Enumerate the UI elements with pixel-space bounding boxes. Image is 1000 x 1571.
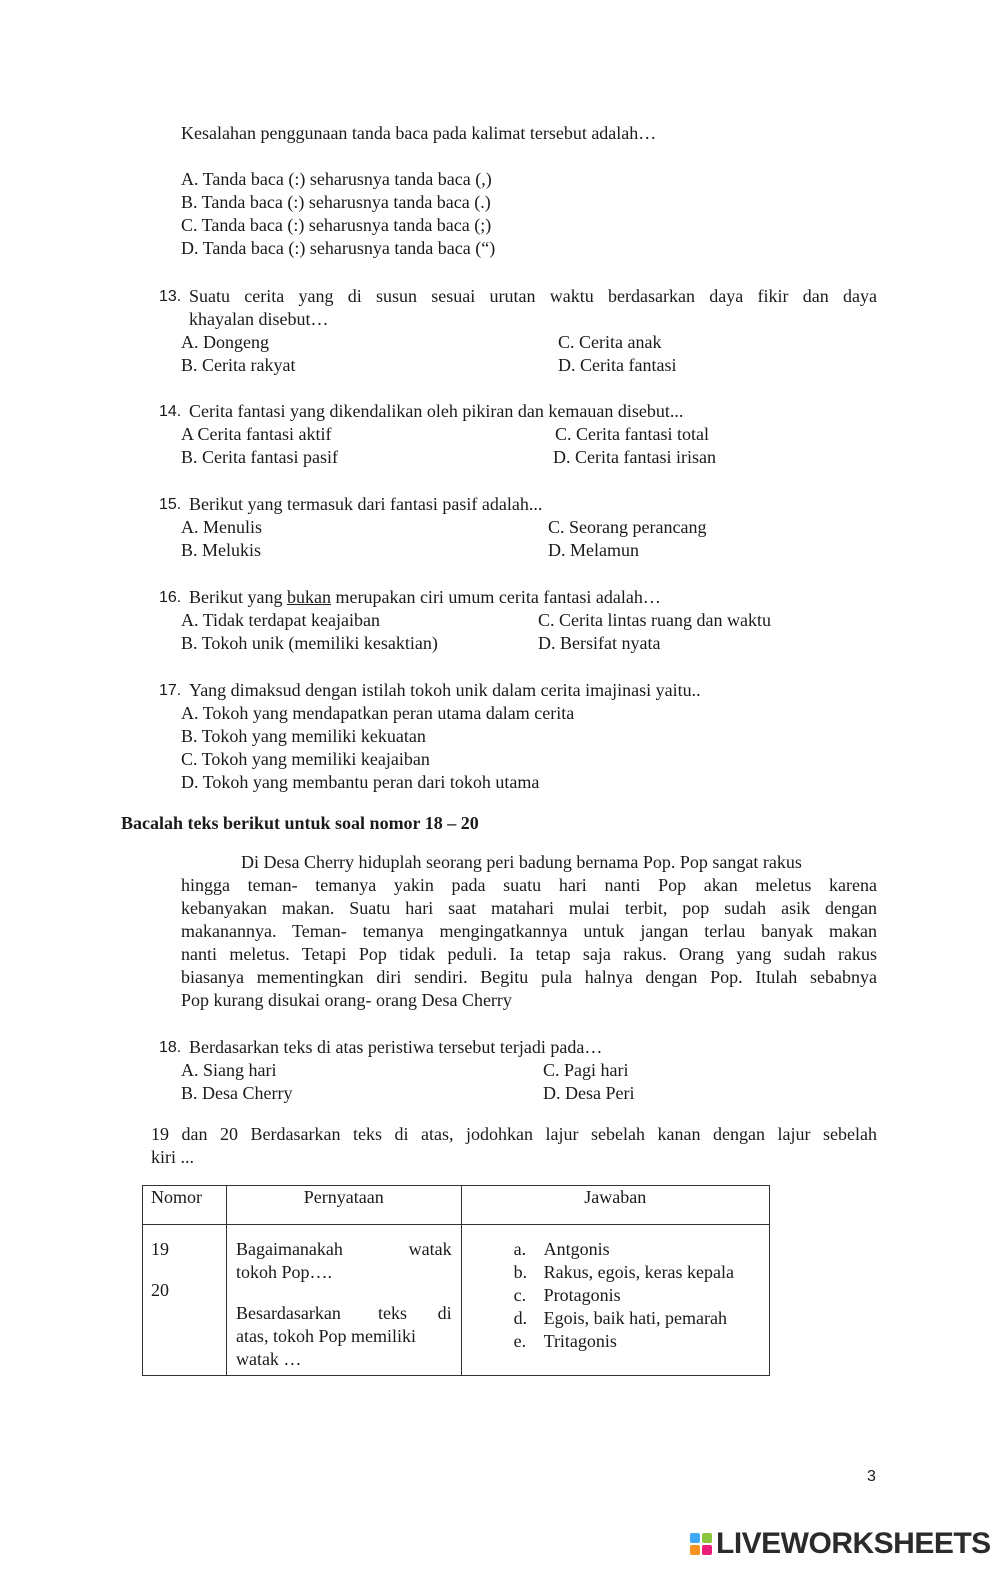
option-18-c[interactable]: C. Pagi hari xyxy=(543,1060,629,1080)
question-16-underlined-word: bukan xyxy=(286,587,331,607)
row-number-20: 20 xyxy=(151,1280,169,1300)
logo-square-orange xyxy=(690,1545,700,1555)
option-13-c[interactable]: C. Cerita anak xyxy=(558,332,662,352)
question-number-18: 18. xyxy=(159,1039,182,1056)
option-15-d[interactable]: D. Melamun xyxy=(548,540,639,560)
option-14-b[interactable]: B. Cerita fantasi pasif xyxy=(181,447,338,467)
answer-b-letter: b. xyxy=(513,1262,528,1282)
question-16-text-pre: Berikut yang xyxy=(189,587,287,607)
question-number-16: 16. xyxy=(159,589,182,606)
statement-20-word-3: di xyxy=(437,1303,452,1323)
passage-line-1: Di Desa Cherry hiduplah seorang peri badung bernama Pop. Pop sangat rakus xyxy=(241,852,802,872)
question-19-20-instruction-line-1: 19 dan 20 Berdasarkan teks di atas, jodohkan lajur sebelah kanan dengan lajur sebelah xyxy=(151,1124,877,1144)
section-heading: Bacalah teks berikut untuk soal nomor 18 – 20 xyxy=(121,813,479,833)
question-number-15: 15. xyxy=(159,496,182,513)
passage-line-5: nanti meletus. Tetapi Pop tidak peduli. Ia tetap saja rakus. Orang yang sudah rakus xyxy=(181,944,877,964)
statement-19-word-1: Bagaimanakah xyxy=(235,1239,343,1259)
answer-b[interactable]: Rakus, egois, keras kepala xyxy=(543,1262,735,1282)
option-13-a[interactable]: A. Dongeng xyxy=(181,332,269,352)
option-15-b[interactable]: B. Melukis xyxy=(181,540,262,560)
option-17-b[interactable]: B. Tokoh yang memiliki kekuatan xyxy=(181,726,426,746)
answer-a[interactable]: Antgonis xyxy=(543,1239,610,1259)
option-18-b[interactable]: B. Desa Cherry xyxy=(181,1083,293,1103)
table-row xyxy=(143,1225,770,1376)
answer-c[interactable]: Protagonis xyxy=(543,1285,621,1305)
logo-square-green xyxy=(702,1533,712,1543)
answer-a-letter: a. xyxy=(513,1239,527,1259)
question-19-20-instruction-line-2: kiri ... xyxy=(151,1147,194,1167)
page-number: 3 xyxy=(867,1468,876,1485)
row-number-19: 19 xyxy=(151,1239,169,1259)
option-12-c[interactable]: C. Tanda baca (:) seharusnya tanda baca (;) xyxy=(181,215,492,235)
answer-e[interactable]: Tritagonis xyxy=(543,1331,617,1351)
column-header-pernyataan: Pernyataan xyxy=(226,1186,461,1225)
option-16-d[interactable]: D. Bersifat nyata xyxy=(538,633,661,653)
liveworksheets-logo[interactable] xyxy=(690,1524,991,1564)
answer-d[interactable]: Egois, baik hati, pemarah xyxy=(543,1308,728,1328)
option-15-c[interactable]: C. Seorang perancang xyxy=(548,517,707,537)
option-17-c[interactable]: C. Tokoh yang memiliki keajaiban xyxy=(181,749,430,769)
option-17-a[interactable]: A. Tokoh yang mendapatkan peran utama dalam cerita xyxy=(181,703,575,723)
table-header-row xyxy=(143,1186,770,1225)
question-13-line-1: Suatu cerita yang di susun sesuai urutan waktu berdasarkan daya fikir dan daya xyxy=(189,286,877,306)
numbers-cell xyxy=(143,1225,227,1376)
answers-cell xyxy=(461,1225,769,1376)
liveworksheets-logo-icon xyxy=(690,1533,712,1555)
question-number-17: 17. xyxy=(159,682,182,699)
question-18-text: Berdasarkan teks di atas peristiwa tersebut terjadi pada… xyxy=(189,1037,603,1057)
matching-table xyxy=(142,1185,770,1376)
option-14-c[interactable]: C. Cerita fantasi total xyxy=(555,424,709,444)
option-16-c[interactable]: C. Cerita lintas ruang dan waktu xyxy=(538,610,771,630)
statement-20-word-2: teks xyxy=(377,1303,407,1323)
passage-line-4: makanannya. Teman- temanya mengingatkannya untuk jangan terlau banyak makan xyxy=(181,921,877,941)
passage-line-3: kebanyakan makan. Suatu hari saat matahari mulai terbit, pop sudah asik dengan xyxy=(181,898,877,918)
question-15-text: Berikut yang termasuk dari fantasi pasif adalah... xyxy=(189,494,543,514)
statement-20-line-2: atas, tokoh Pop memiliki xyxy=(235,1326,416,1346)
answer-d-letter: d. xyxy=(513,1308,528,1328)
question-16-text xyxy=(189,586,661,609)
question-number-14: 14. xyxy=(159,403,182,420)
passage-line-7: Pop kurang disukai orang- orang Desa Cherry xyxy=(181,990,512,1010)
passage-line-6: biasanya mementingkan diri sendiri. Begitu pula halnya dengan Pop. Itulah sebabnya xyxy=(181,967,877,987)
statement-20-word-1: Besardasarkan xyxy=(235,1303,341,1323)
question-14-text: Cerita fantasi yang dikendalikan oleh pikiran dan kemauan disebut... xyxy=(189,401,684,421)
option-12-d[interactable]: D. Tanda baca (:) seharusnya tanda baca (“) xyxy=(181,238,496,258)
statement-20-line-3: watak … xyxy=(235,1349,302,1369)
option-13-d[interactable]: D. Cerita fantasi xyxy=(558,355,677,375)
passage-line-2: hingga teman- temanya yakin pada suatu hari nanti Pop akan meletus karena xyxy=(181,875,877,895)
option-14-a[interactable]: A Cerita fantasi aktif xyxy=(181,424,332,444)
statements-cell xyxy=(226,1225,461,1376)
question-17-text: Yang dimaksud dengan istilah tokoh unik dalam cerita imajinasi yaitu.. xyxy=(189,680,701,700)
logo-square-pink xyxy=(702,1545,712,1555)
option-18-d[interactable]: D. Desa Peri xyxy=(543,1083,635,1103)
logo-square-blue xyxy=(690,1533,700,1543)
answer-e-letter: e. xyxy=(513,1331,527,1351)
question-number-13: 13. xyxy=(159,288,182,305)
option-18-a[interactable]: A. Siang hari xyxy=(181,1060,277,1080)
option-16-b[interactable]: B. Tokoh unik (memiliki kesaktian) xyxy=(181,633,438,653)
column-header-nomor: Nomor xyxy=(143,1186,227,1225)
liveworksheets-logo-text: LIVEWORKSHEETS xyxy=(716,1527,991,1560)
question-stem-12: Kesalahan penggunaan tanda baca pada kalimat tersebut adalah… xyxy=(181,123,657,143)
question-16-text-post: merupakan ciri umum cerita fantasi adalah… xyxy=(330,587,661,607)
option-17-d[interactable]: D. Tokoh yang membantu peran dari tokoh utama xyxy=(181,772,540,792)
option-16-a[interactable]: A. Tidak terdapat keajaiban xyxy=(181,610,380,630)
column-header-jawaban: Jawaban xyxy=(461,1186,769,1225)
option-14-d[interactable]: D. Cerita fantasi irisan xyxy=(553,447,716,467)
option-15-a[interactable]: A. Menulis xyxy=(181,517,262,537)
option-12-b[interactable]: B. Tanda baca (:) seharusnya tanda baca (.) xyxy=(181,192,491,212)
question-13-line-2: khayalan disebut… xyxy=(189,309,329,329)
option-12-a[interactable]: A. Tanda baca (:) seharusnya tanda baca (,) xyxy=(181,169,492,189)
statement-19-line-2: tokoh Pop…. xyxy=(235,1262,332,1282)
option-13-b[interactable]: B. Cerita rakyat xyxy=(181,355,296,375)
statement-19-word-2: watak xyxy=(408,1239,452,1259)
answer-c-letter: c. xyxy=(513,1285,527,1305)
